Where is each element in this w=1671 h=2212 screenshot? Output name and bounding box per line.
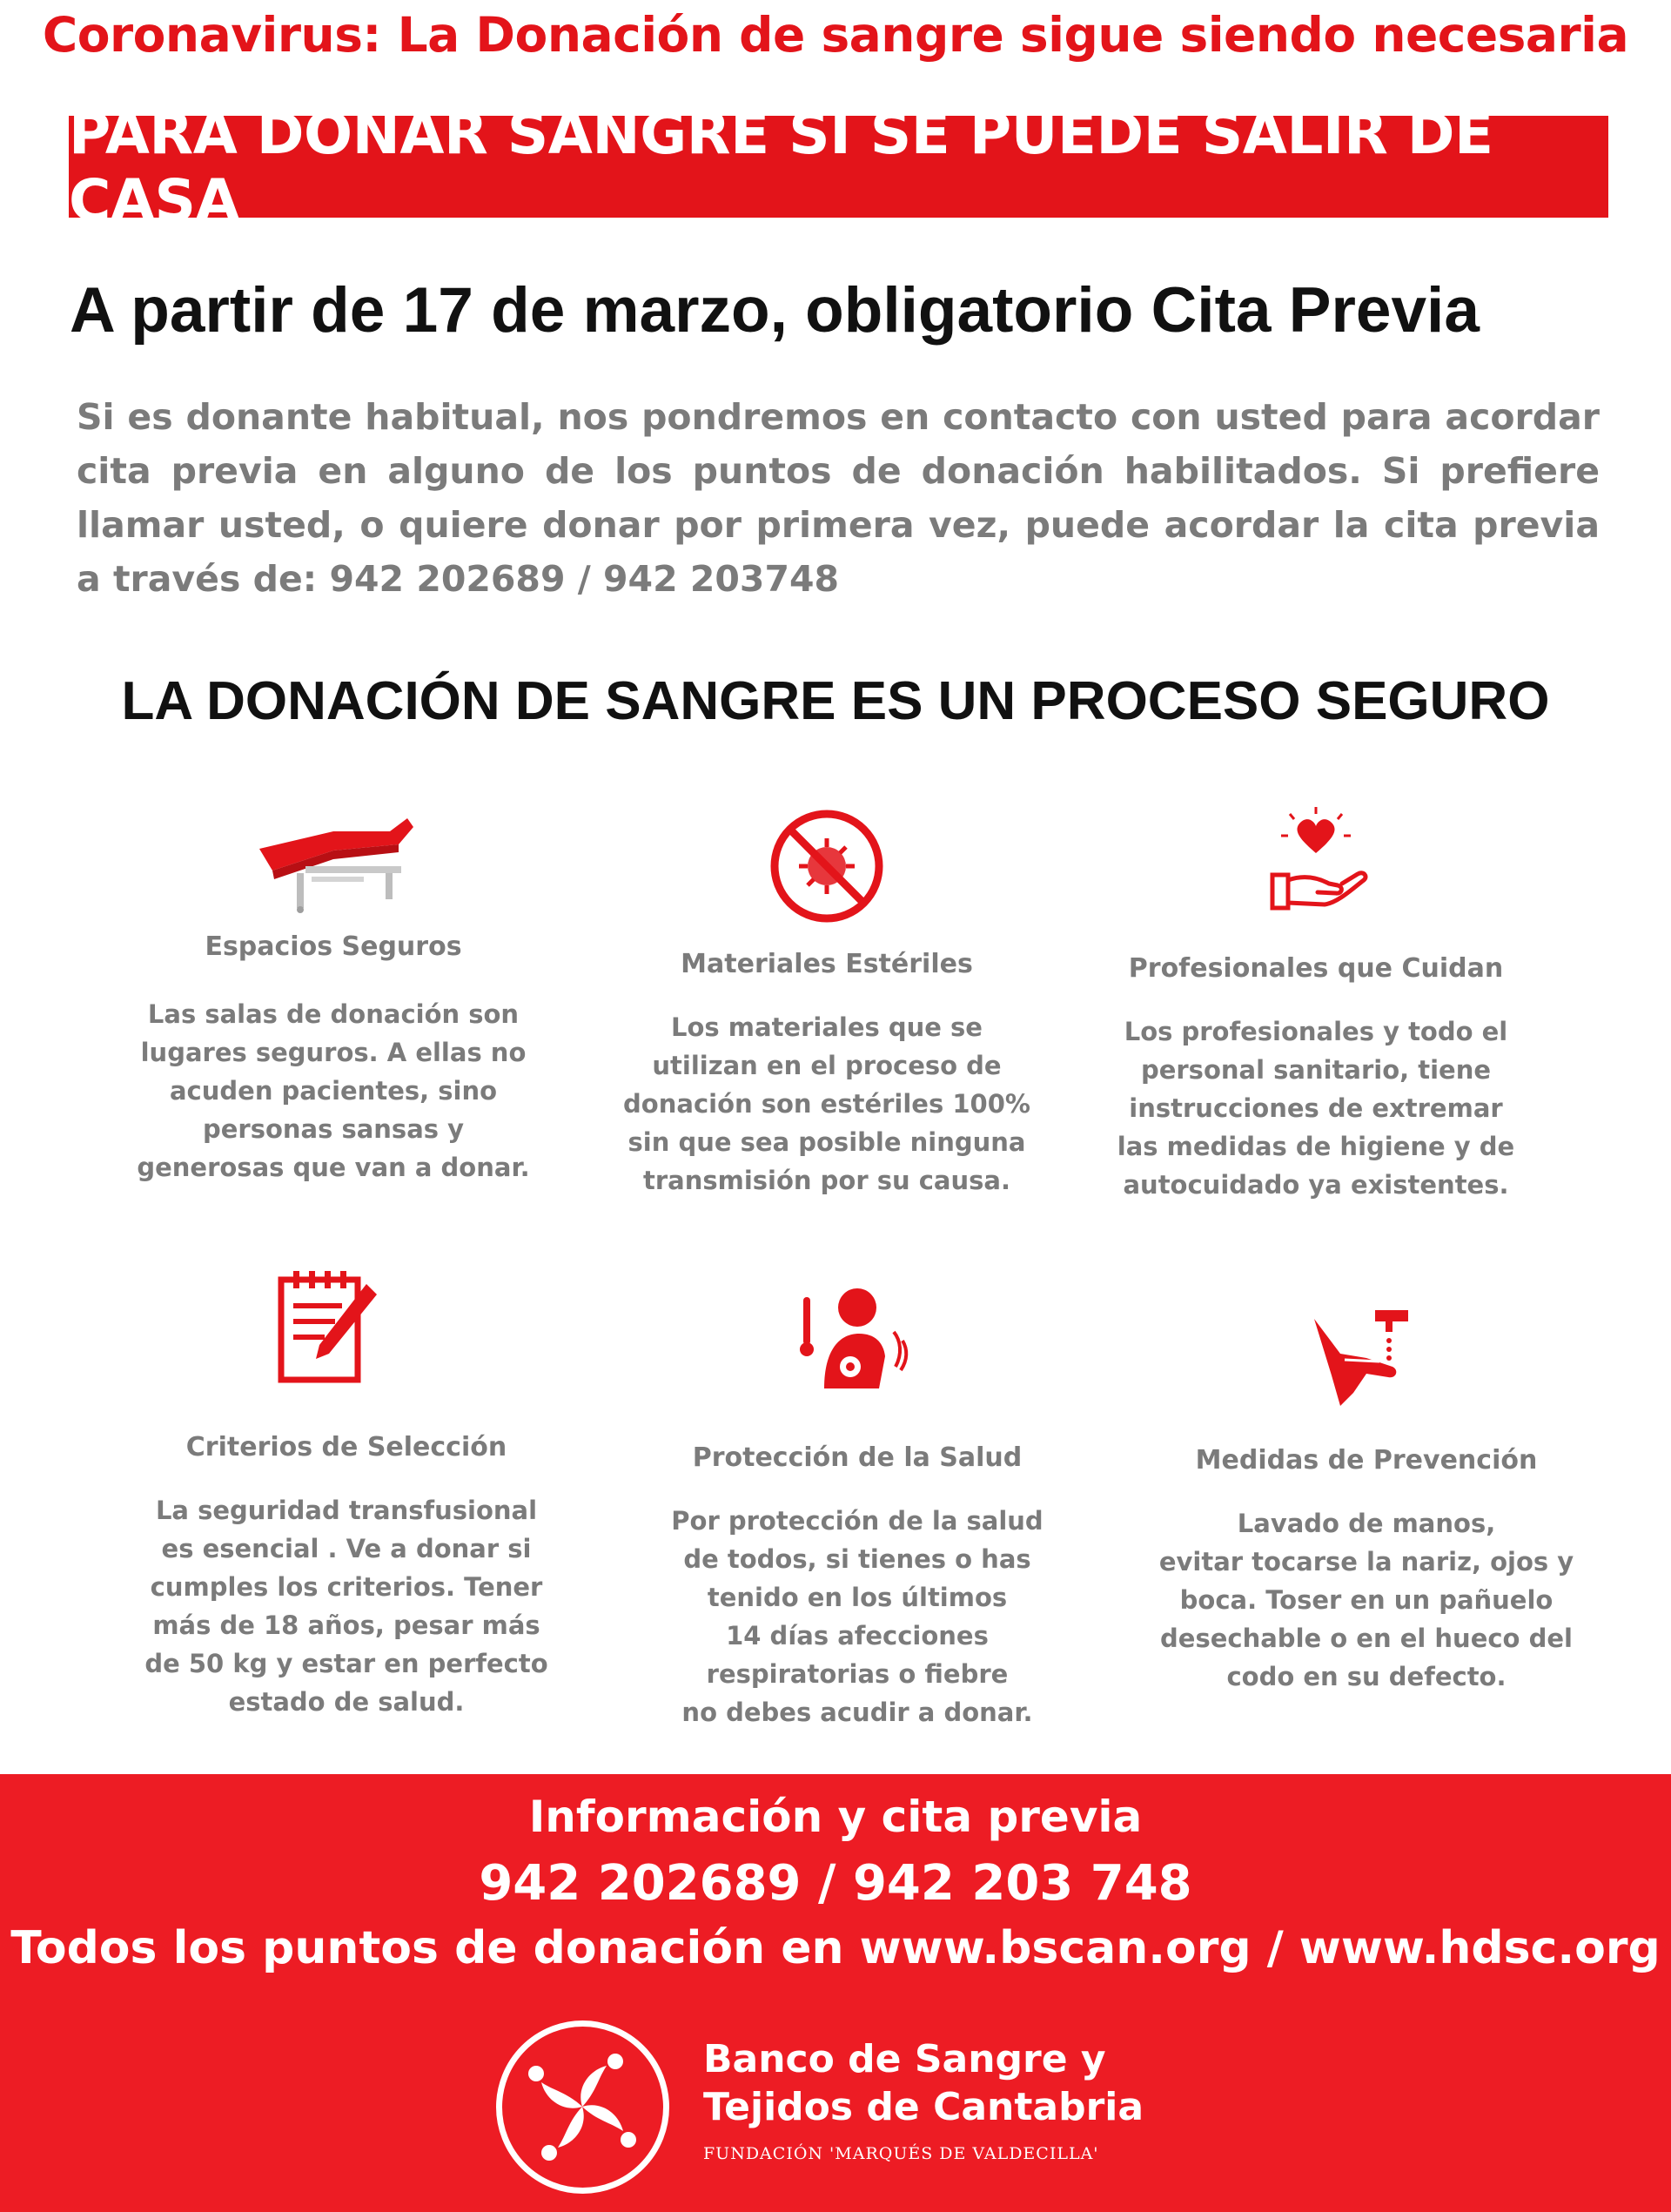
feature-prevention-measures xyxy=(1123,1306,1610,1741)
description-line: Lavado de manos, xyxy=(1237,1509,1496,1538)
banner-text: PARA DONAR SANGRE SÍ SE PUEDE SALIR DE CASA xyxy=(69,99,1493,234)
blood-bank-logo-icon xyxy=(493,2018,672,2196)
feature-description xyxy=(1158,1504,1575,1696)
feature-title: Materiales Estériles xyxy=(681,949,973,979)
sick-person-icon xyxy=(796,1280,918,1393)
description-line: tenido en los últimos xyxy=(707,1583,1008,1612)
feature-selection-criteria xyxy=(103,1267,590,1737)
feature-title: Espacios Seguros xyxy=(205,931,462,962)
description-line: sin que sea posible ninguna xyxy=(627,1127,1026,1157)
page-title: Coronavirus: La Donación de sangre sigue siendo necesaria xyxy=(42,7,1629,63)
description-line: transmisión por su causa. xyxy=(642,1166,1010,1195)
feature-title: Profesionales que Cuidan xyxy=(1128,953,1504,984)
feature-title: Criterios de Selección xyxy=(185,1432,507,1462)
description-line: de 50 kg y estar en perfecto xyxy=(144,1649,548,1678)
feature-sterile-materials xyxy=(583,805,1070,1197)
description-line: personas sansas y xyxy=(202,1114,465,1144)
footer-info-label: Información y cita previa xyxy=(528,1792,1143,1842)
description-line: codo en su defecto. xyxy=(1226,1662,1507,1691)
description-line: Los materiales que se xyxy=(671,1012,983,1042)
description-line: Los profesionales y todo el xyxy=(1124,1017,1508,1046)
org-name-line2: Tejidos de Cantabria xyxy=(703,2085,1144,2129)
description-line: autocuidado ya existentes. xyxy=(1123,1170,1509,1200)
description-line: instrucciones de extremar xyxy=(1129,1093,1503,1123)
description-line: desechable o en el hueco del xyxy=(1160,1624,1573,1653)
feature-description xyxy=(618,1008,1036,1200)
description-line: acuden pacientes, sino xyxy=(169,1076,498,1106)
feature-caring-professionals xyxy=(1072,805,1560,1200)
treatment-bed-icon xyxy=(246,797,420,914)
description-line: es esencial . Ve a donar si xyxy=(161,1534,532,1563)
org-name-line1: Banco de Sangre y xyxy=(703,2037,1106,2081)
feature-description xyxy=(1107,1012,1525,1204)
no-virus-icon xyxy=(766,805,888,927)
feature-description xyxy=(648,1502,1066,1731)
description-line: estado de salud. xyxy=(228,1687,465,1717)
description-line: lugares seguros. A ellas no xyxy=(140,1038,527,1067)
appointment-notice: A partir de 17 de marzo, obligatorio Cita Previa xyxy=(70,275,1480,346)
footer-phone-numbers: 942 202689 / 942 203 748 xyxy=(479,1855,1192,1912)
feature-health-protection xyxy=(614,1280,1101,1750)
description-line: cumples los criterios. Tener xyxy=(150,1572,543,1602)
description-line: no debes acudir a donar. xyxy=(681,1698,1033,1727)
section-title: LA DONACIÓN DE SANGRE ES UN PROCESO SEGURO xyxy=(121,671,1550,731)
description-line: 14 días afecciones xyxy=(726,1621,989,1651)
description-line: donación son estériles 100% xyxy=(623,1089,1030,1119)
clipboard-pencil-icon xyxy=(264,1267,386,1388)
heart-hand-icon xyxy=(1255,805,1377,927)
feature-title: Protección de la Salud xyxy=(692,1442,1023,1473)
feature-description xyxy=(138,1491,555,1721)
feature-title: Medidas de Prevención xyxy=(1195,1445,1538,1476)
description-line: generosas que van a donar. xyxy=(137,1153,530,1182)
footer-websites: Todos los puntos de donación en www.bscan.org / www.hdsc.org xyxy=(10,1922,1661,1974)
feature-safe-spaces xyxy=(90,797,577,1188)
intro-paragraph: Si es donante habitual, nos pondremos en contacto con usted para acordar cita previa en alguno de los puntos de donación habilitados. Si prefiere llamar usted, o quiere donar por primera vez, puede acordar la cita previa a través de: 942 202689 / 942 203748 xyxy=(77,396,1600,600)
description-line: La seguridad transfusional xyxy=(155,1496,538,1525)
description-line: boca. Toser en un pañuelo xyxy=(1179,1585,1554,1615)
hand-washing-icon xyxy=(1305,1306,1427,1410)
feature-description xyxy=(124,995,542,1187)
org-foundation-line: FUNDACIÓN 'MARQUÉS DE VALDECILLA' xyxy=(703,2144,1099,2163)
description-line: de todos, si tienes o has xyxy=(683,1544,1031,1574)
description-line: más de 18 años, pesar más xyxy=(152,1610,540,1640)
description-line: Las salas de donación son xyxy=(147,999,520,1029)
description-line: las medidas de higiene y de xyxy=(1117,1132,1515,1161)
description-line: respiratorias o fiebre xyxy=(706,1659,1009,1689)
description-line: evitar tocarse la nariz, ojos y xyxy=(1158,1547,1574,1577)
description-line: personal sanitario, tiene xyxy=(1140,1055,1492,1085)
description-line: Por protección de la salud xyxy=(671,1506,1044,1536)
headline-banner xyxy=(69,99,1608,234)
description-line: utilizan en el proceso de xyxy=(652,1051,1002,1080)
